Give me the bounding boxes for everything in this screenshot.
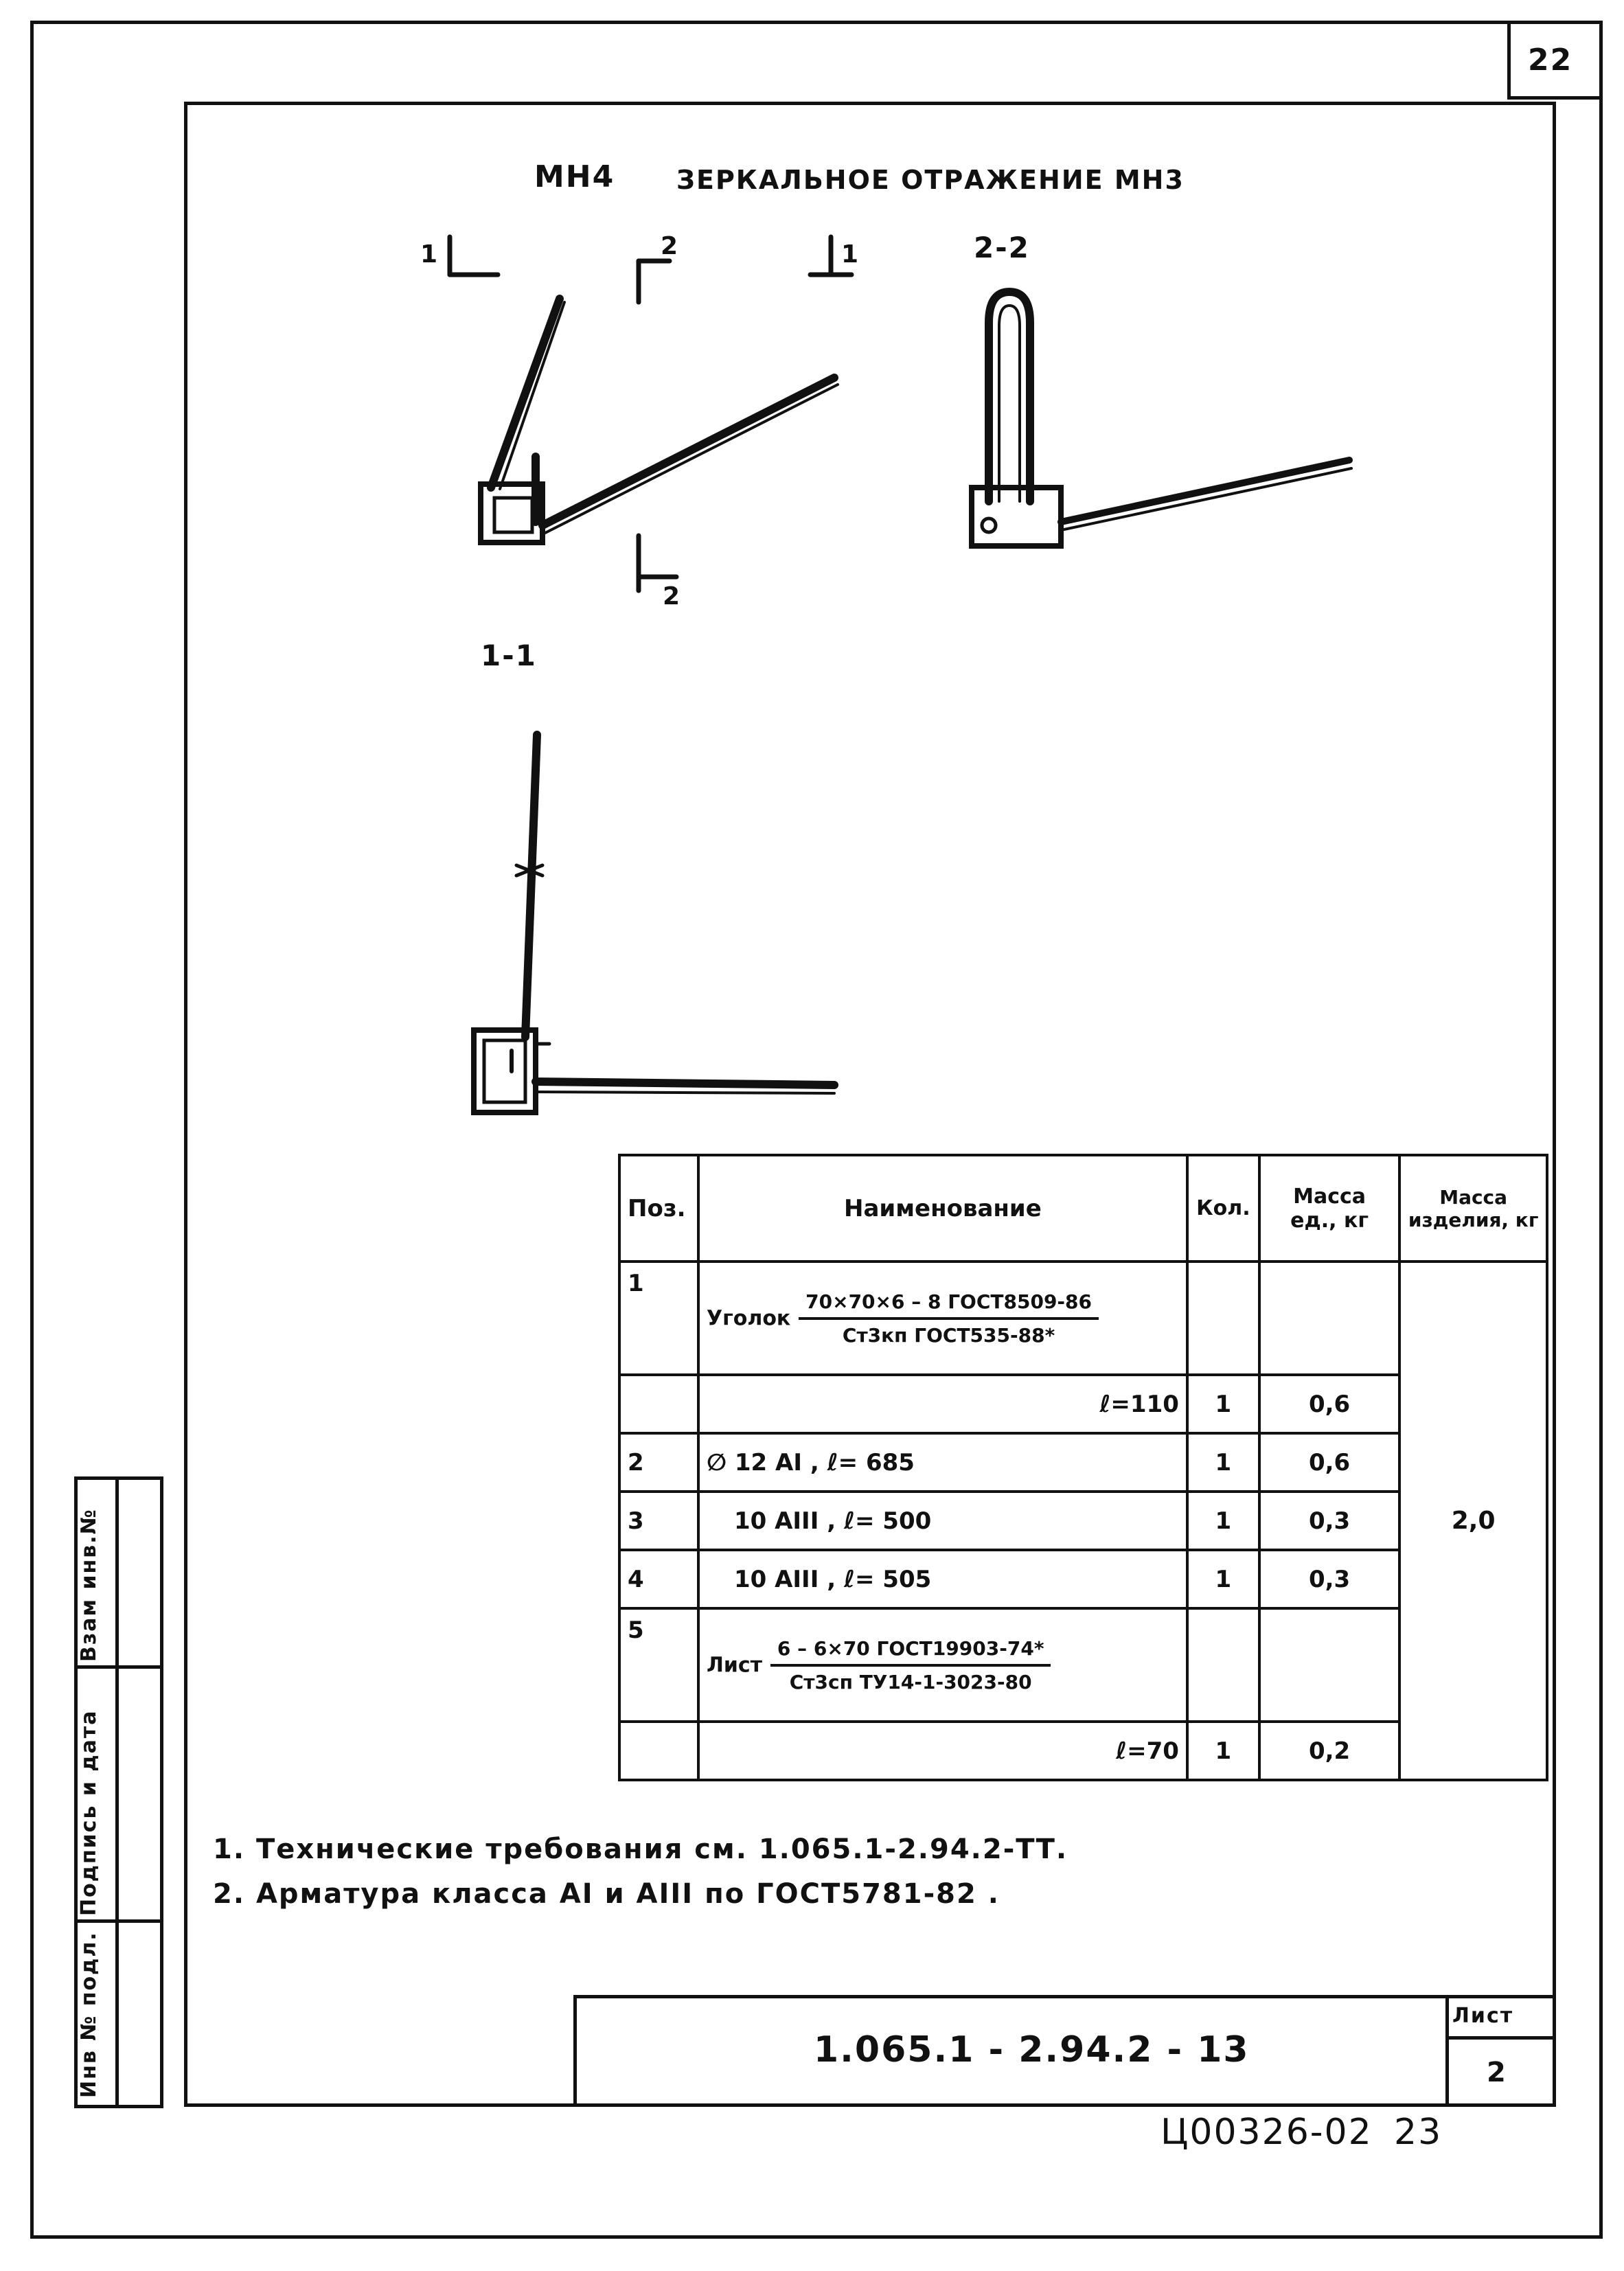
document-code: 1.065.1 - 2.94.2 - 13 [814, 2029, 1250, 2070]
row-qty: 1 [1187, 1550, 1259, 1608]
row-mass [1259, 1262, 1399, 1375]
row-pos: 3 [619, 1492, 698, 1550]
row-name [698, 1262, 1187, 1375]
row-name-denominator: Ст3кп ГОСТ535-88* [842, 1323, 1055, 1347]
note-1: 1. Технические требования см. 1.065.1-2.94.2-ТТ. [213, 1834, 1068, 1865]
row-name-numerator: 70×70×6 – 8 ГОСТ8509-86 [799, 1290, 1099, 1320]
section-2-2-view [972, 292, 1351, 546]
row-name: ∅ 12 AI , ℓ= 685 [698, 1433, 1187, 1492]
sheet-number: 2 [1487, 2057, 1507, 2088]
section-mark-1-left [450, 237, 498, 275]
sheet-label: Лист [1452, 2004, 1514, 2028]
row-qty [1187, 1262, 1259, 1375]
header-mass-item: Масса изделия, кг [1399, 1155, 1547, 1262]
row-pos [619, 1375, 698, 1433]
side-stamp-divider-h1 [78, 1665, 160, 1669]
row-name-numerator: 6 – 6×70 ГОСТ19903-74* [770, 1637, 1051, 1667]
row-name: ℓ=70 [698, 1722, 1187, 1780]
section-mark-2-bottom-label: 2 [663, 582, 682, 610]
header-name: Наименование [698, 1155, 1187, 1262]
row-pos [619, 1722, 698, 1780]
note-2: 2. Арматура класса АI и АIII по ГОСТ5781-82 . [213, 1878, 1000, 1910]
row-name-fraction [770, 1637, 1051, 1693]
title-block-sheet-divider [1445, 1995, 1449, 2107]
row-name-prefix: Лист [706, 1653, 763, 1677]
side-stamp-vzam: Взам инв.№ [77, 1508, 101, 1662]
row-name: 10 AIII , ℓ= 505 [698, 1550, 1187, 1608]
row-mass: 0,6 [1259, 1433, 1399, 1492]
drawing-mark: МН4 [534, 159, 615, 194]
total-mass: 2,0 [1399, 1262, 1547, 1780]
row-mass [1259, 1608, 1399, 1722]
side-stamp-divider-v [115, 1480, 119, 2105]
row-mass: 0,3 [1259, 1550, 1399, 1608]
row-qty [1187, 1608, 1259, 1722]
header-mass-unit: Масса ед., кг [1259, 1155, 1399, 1262]
row-qty: 1 [1187, 1433, 1259, 1492]
footer-page: 23 [1394, 2112, 1443, 2153]
section-mark-2-top-label: 2 [661, 232, 680, 260]
row-name [698, 1608, 1187, 1722]
section-mark-2-top [639, 261, 670, 302]
row-name-denominator: Ст3сп ТУ14-1-3023-80 [789, 1670, 1032, 1693]
page-number: 22 [1528, 43, 1573, 78]
row-mass: 0,6 [1259, 1375, 1399, 1433]
row-qty: 1 [1187, 1375, 1259, 1433]
row-qty: 1 [1187, 1722, 1259, 1780]
header-qty: Кол. [1187, 1155, 1259, 1262]
section-2-2-label: 2-2 [974, 231, 1030, 264]
side-stamp-sign-date: Подпись и дата [77, 1709, 101, 1916]
row-mass: 0,3 [1259, 1492, 1399, 1550]
drawing-subtitle: ЗЕРКАЛЬНОЕ ОТРАЖЕНИЕ МН3 [676, 165, 1185, 195]
row-name: ℓ=110 [698, 1375, 1187, 1433]
table-row [619, 1262, 1547, 1375]
header-pos: Поз. [619, 1155, 698, 1262]
row-pos: 1 [619, 1262, 698, 1375]
row-qty: 1 [1187, 1492, 1259, 1550]
row-name-prefix: Уголок [706, 1306, 791, 1330]
main-view [481, 299, 838, 543]
section-mark-1-left-label: 1 [420, 240, 439, 269]
row-pos: 2 [619, 1433, 698, 1492]
side-stamp-inv-no: Инв № подл. [77, 1931, 101, 2098]
section-mark-1-right-label: 1 [841, 240, 860, 269]
row-name-fraction [799, 1290, 1099, 1347]
specification-table [618, 1154, 1548, 1781]
row-pos: 5 [619, 1608, 698, 1722]
row-mass: 0,2 [1259, 1722, 1399, 1780]
section-1-1-view [474, 735, 834, 1112]
row-pos: 4 [619, 1550, 698, 1608]
table-header-row [619, 1155, 1547, 1262]
archive-code: Ц00326-02 [1160, 2112, 1373, 2153]
section-1-1-label: 1-1 [481, 639, 537, 672]
row-name: 10 AIII , ℓ= 500 [698, 1492, 1187, 1550]
title-block-sheet-hline [1445, 2036, 1556, 2040]
side-stamp-divider-h2 [78, 1919, 160, 1923]
